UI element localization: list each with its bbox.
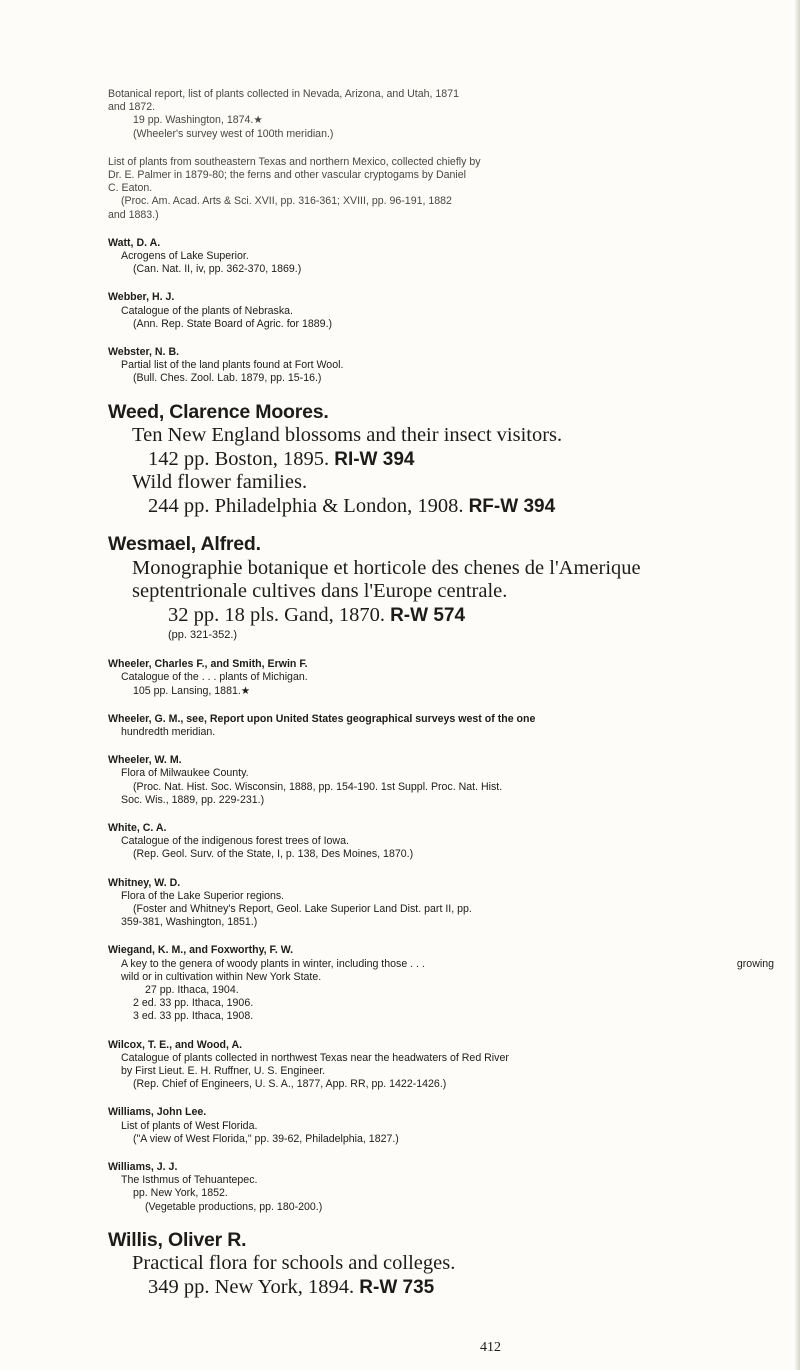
entry-author: Watt, D. A. <box>108 236 161 249</box>
entry-pub <box>108 495 774 519</box>
entry-imprint: 349 pp. New York, 1894. <box>148 1275 355 1298</box>
entry-line: and 1883.) <box>108 208 159 221</box>
entry-title: Acrogens of Lake Superior. <box>121 250 249 263</box>
entry-author: Wheeler, W. M. <box>108 754 182 767</box>
entry-line: hundredth meridian. <box>121 725 216 738</box>
entry-imprint: pp. New York, 1852. <box>133 1187 228 1200</box>
entry-citation: (Foster and Whitney's Report, Geol. Lake Superior Land Dist. part II, pp. <box>133 903 472 915</box>
entry-weed <box>108 401 774 519</box>
entry-title: Flora of Milwaukee County. <box>121 767 249 780</box>
entry-title: Wild flower families. <box>132 471 308 494</box>
entry-title: Ten New England blossoms and their insect visitors. <box>132 424 563 447</box>
entry-title-part: A key to the genera of woody plants in winter, including those . . . <box>121 957 425 970</box>
entry-line: Dr. E. Palmer in 1879-80; the ferns and other vascular cryptogams by Daniel <box>108 169 467 182</box>
entry-line: List of plants from southeastern Texas and northern Mexico, collected chiefly by <box>108 155 481 168</box>
entry-title-part: growing <box>736 957 774 970</box>
entry-line: C. Eaton. <box>108 182 153 195</box>
entry-imprint: 244 pp. Philadelphia & London, 1908. <box>148 494 464 517</box>
entry-cross-reference: Wheeler, G. M., see, Report upon United States geographical surveys west of the one <box>108 712 536 725</box>
entry-author: Webber, H. J. <box>108 291 175 304</box>
entry-webber <box>108 291 774 331</box>
entry-citation: (Rep. Geol. Surv. of the State, I, p. 138, Des Moines, 1870.) <box>133 848 414 861</box>
entry-wiegand <box>108 944 774 1023</box>
entry-title: Practical flora for schools and colleges. <box>132 1252 456 1275</box>
entry-title: Flora of the Lake Superior regions. <box>121 889 285 902</box>
call-number: RI-W 394 <box>334 448 415 470</box>
entry-list-of-plants-texas <box>108 156 774 222</box>
entry-citation: (Vegetable productions, pp. 180-200.) <box>145 1200 323 1213</box>
call-number: RF-W 394 <box>468 495 556 517</box>
entry-wesmael <box>108 533 774 643</box>
entry-citation: Soc. Wis., 1889, pp. 229-231.) <box>121 793 265 806</box>
entry-title: septentrionale cultives dans l'Europe centrale. <box>132 580 508 603</box>
entry-williams-jj <box>108 1161 774 1214</box>
entry-title: by First Lieut. E. H. Ruffner, U. S. Engineer. <box>121 1065 326 1078</box>
entry-imprint: 3 ed. 33 pp. Ithaca, 1908. <box>133 1010 254 1023</box>
entry-imprint: 105 pp. Lansing, 1881.★ <box>133 684 251 697</box>
entry-willis <box>108 1229 774 1300</box>
entry-williams-john-lee <box>108 1106 774 1146</box>
entry-citation: (Can. Nat. II, iv, pp. 362-370, 1869.) <box>133 263 302 276</box>
entry-author: Wheeler, Charles F., and Smith, Erwin F. <box>108 658 308 671</box>
page-edge-shadow <box>794 0 800 1370</box>
entry-imprint: 2 ed. 33 pp. Ithaca, 1906. <box>133 997 254 1010</box>
entry-wheeler-wm <box>108 754 774 807</box>
entry-author: White, C. A. <box>108 821 167 834</box>
entry-line: 19 pp. Washington, 1874.★ <box>133 114 263 127</box>
entry-imprint: 142 pp. Boston, 1895. <box>148 447 330 470</box>
entry-title: Catalogue of plants collected in northwest Texas near the headwaters of Red River <box>121 1051 509 1064</box>
entry-webster <box>108 346 774 386</box>
entry-title: List of plants of West Florida. <box>121 1119 258 1132</box>
entry-line: Botanical report, list of plants collected in Nevada, Arizona, and Utah, 1871 <box>108 88 459 100</box>
entry-pub <box>108 1276 774 1300</box>
entry-author: Webster, N. B. <box>108 346 180 359</box>
entry-author: Wesmael, Alfred. <box>108 533 261 556</box>
entry-title: wild or in cultivation within New York State. <box>121 970 322 983</box>
entry-author: Weed, Clarence Moores. <box>108 400 329 423</box>
entry-title: Catalogue of the . . . plants of Michigan. <box>121 671 308 684</box>
call-number: R-W 574 <box>390 604 466 626</box>
entry-pub <box>108 448 774 472</box>
entry-line: (Wheeler's survey west of 100th meridian.) <box>133 127 334 140</box>
entry-title: Catalogue of the indigenous forest trees of Iowa. <box>121 835 349 848</box>
entry-white <box>108 822 774 862</box>
call-number: R-W 735 <box>359 1276 435 1298</box>
entry-citation: (Bull. Ches. Zool. Lab. 1879, pp. 15-16.) <box>133 372 322 385</box>
entry-title: The Isthmus of Tehuantepec. <box>121 1174 258 1187</box>
entry-title: Catalogue of the plants of Nebraska. <box>121 304 293 317</box>
entry-citation: (Proc. Nat. Hist. Soc. Wisconsin, 1888, pp. 154-190. 1st Suppl. Proc. Nat. Hist. <box>133 780 503 793</box>
page-number: 412 <box>480 1340 501 1355</box>
entry-pub <box>108 604 774 628</box>
entry-citation: (Ann. Rep. State Board of Agric. for 1889.) <box>133 317 333 330</box>
entry-citation: 359-381, Washington, 1851.) <box>121 916 258 929</box>
entry-author: Williams, J. J. <box>108 1161 178 1174</box>
entry-author: Williams, John Lee. <box>108 1106 207 1119</box>
entry-title <box>108 958 774 971</box>
entry-author: Whitney, W. D. <box>108 876 181 889</box>
entry-citation: ("A view of West Florida," pp. 39-62, Philadelphia, 1827.) <box>133 1132 399 1145</box>
entry-whitney <box>108 877 774 930</box>
entry-botanical-report <box>108 88 774 141</box>
entry-line: and 1872. <box>108 101 156 114</box>
entry-line: (Proc. Am. Acad. Arts & Sci. XVII, pp. 316-361; XVIII, pp. 96-191, 1882 <box>121 195 452 208</box>
entry-watt <box>108 237 774 277</box>
entry-imprint: 32 pp. 18 pls. Gand, 1870. <box>168 603 385 626</box>
entry-wheeler-gm <box>108 713 774 739</box>
entry-imprint: 27 pp. Ithaca, 1904. <box>145 984 239 997</box>
entry-wilcox <box>108 1039 774 1092</box>
entry-author: Wilcox, T. E., and Wood, A. <box>108 1038 243 1051</box>
entry-title: Partial list of the land plants found at Fort Wool. <box>121 359 344 372</box>
entry-author: Wiegand, K. M., and Foxworthy, F. W. <box>108 944 294 957</box>
entry-title: Monographie botanique et horticole des chenes de l'Amerique <box>132 556 641 579</box>
entry-wheeler-smith <box>108 658 774 698</box>
entry-author: Willis, Oliver R. <box>108 1228 247 1251</box>
entry-citation: (Rep. Chief of Engineers, U. S. A., 1877, App. RR, pp. 1422-1426.) <box>133 1078 447 1091</box>
entry-citation: (pp. 321-352.) <box>168 629 238 642</box>
